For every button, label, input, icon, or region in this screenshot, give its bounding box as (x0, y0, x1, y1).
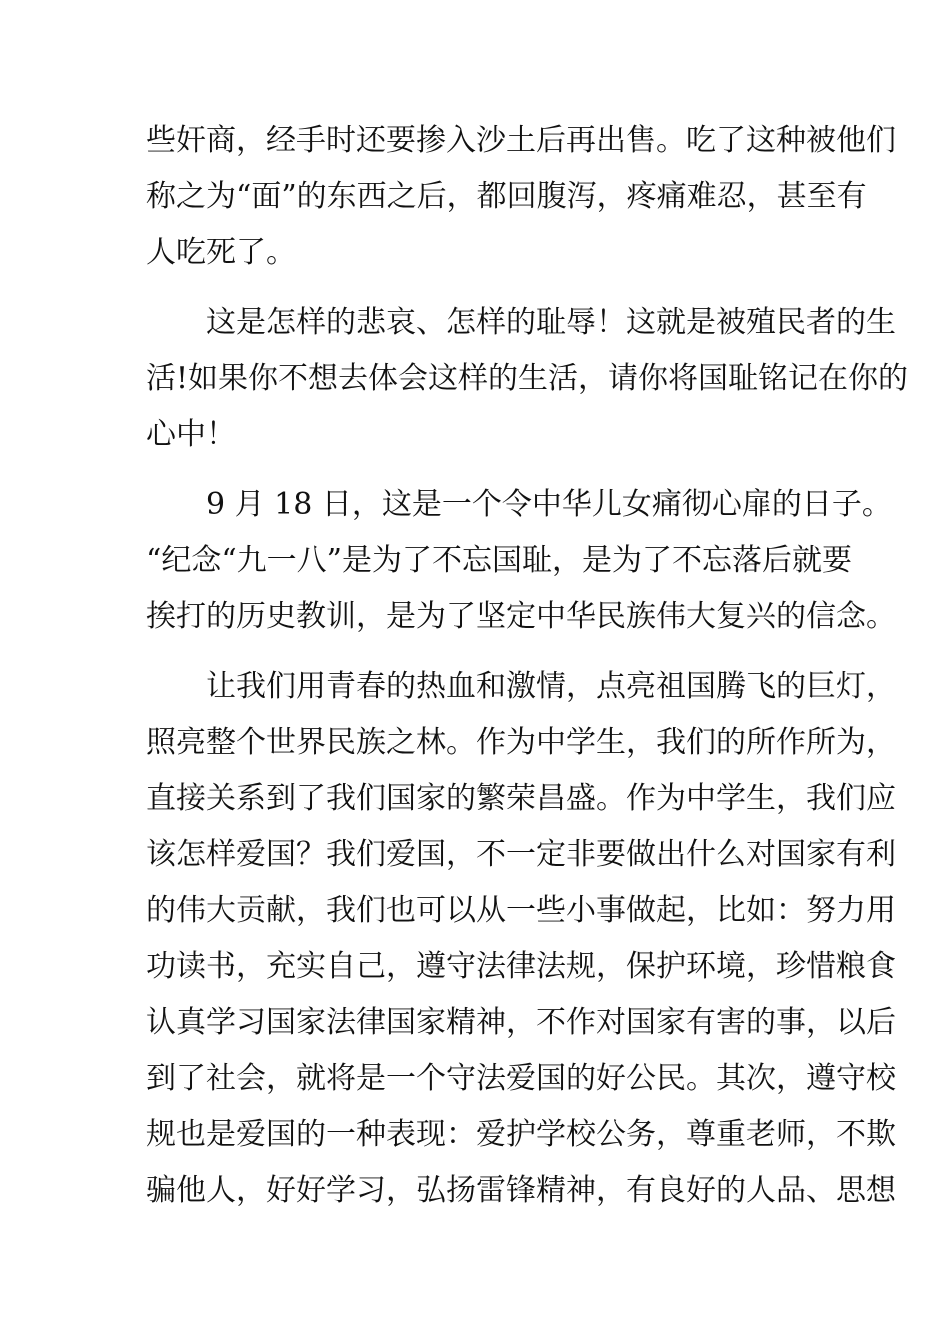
text-line: “纪念“九一八”是为了不忘国耻，是为了不忘落后就要 (146, 543, 853, 578)
paragraph-spacer (146, 281, 808, 295)
text-line: 活!如果你不想去体会这样的生活，请你将国耻铭记在你的 (146, 361, 909, 396)
text-line: 称之为“面”的东西之后，都回腹泻，疼痛难忍，甚至有 (146, 179, 867, 214)
text-line: 让我们用青春的热血和激情，点亮祖国腾飞的巨灯， (146, 669, 896, 704)
document-body (146, 113, 909, 1219)
text-line: 些奸商，经手时还要掺入沙土后再出售。吃了这种被他们 (146, 123, 896, 158)
paragraph-2 (146, 295, 909, 463)
text-line: 这是怎样的悲哀、怎样的耻辱！这就是被殖民者的生 (146, 305, 896, 340)
paragraph-1 (146, 113, 896, 281)
text-line: 直接关系到了我们国家的繁荣昌盛。作为中学生，我们应 (146, 781, 896, 816)
text-line: 该怎样爱国？我们爱国，不一定非要做出什么对国家有利 (146, 837, 896, 872)
text-line: 人吃死了。 (146, 235, 296, 270)
text-line: 功读书，充实自己，遵守法律法规，保护环境，珍惜粮食 (146, 949, 896, 984)
text-line: 认真学习国家法律国家精神，不作对国家有害的事，以后 (146, 1005, 896, 1040)
paragraph-spacer (146, 463, 808, 477)
text-line: 到了社会，就将是一个守法爱国的好公民。其次，遵守校 (146, 1061, 896, 1096)
text-line: 骗他人，好好学习，弘扬雷锋精神，有良好的人品、思想 (146, 1173, 896, 1208)
text-line: 规也是爱国的一种表现：爱护学校公务，尊重老师，不欺 (146, 1117, 896, 1152)
text-line: 心中！ (146, 417, 236, 452)
text-line: 的伟大贡献，我们也可以从一些小事做起，比如：努力用 (146, 893, 896, 928)
paragraph-4 (146, 659, 896, 1219)
paragraph-spacer (146, 645, 808, 659)
paragraph-3 (146, 477, 896, 645)
text-line: 照亮整个世界民族之林。作为中学生，我们的所作所为， (146, 725, 896, 760)
text-line: 挨打的历史教训，是为了坚定中华民族伟大复兴的信念。 (146, 599, 896, 634)
text-line: 9 月 18 日，这是一个令中华儿女痛彻心扉的日子。 (146, 487, 892, 522)
